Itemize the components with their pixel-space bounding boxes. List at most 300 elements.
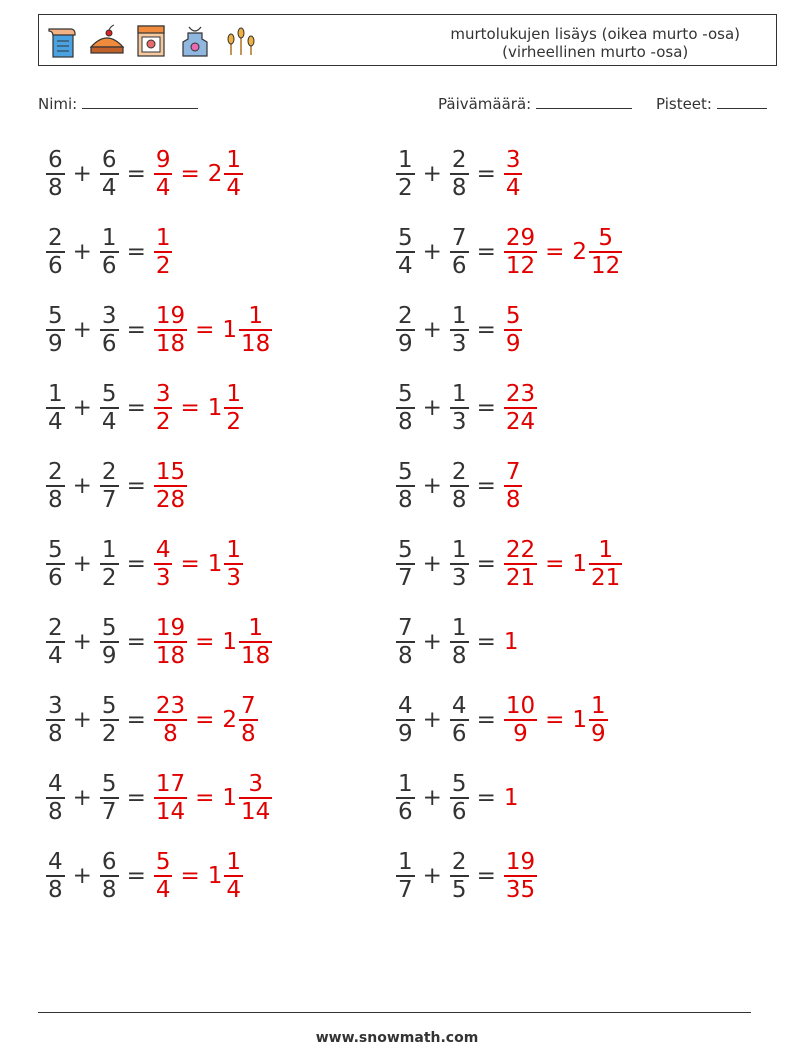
addend-1-numerator: 3 bbox=[48, 693, 63, 719]
mixed-fraction bbox=[224, 537, 243, 591]
addend-2-numerator: 1 bbox=[451, 381, 467, 407]
answer-improper-denominator: 9 bbox=[505, 331, 521, 357]
answer bbox=[152, 459, 189, 513]
answer-improper-numerator: 3 bbox=[155, 381, 171, 407]
problem-item bbox=[394, 763, 518, 833]
addend-1 bbox=[46, 381, 65, 435]
plus-sign: + bbox=[72, 551, 92, 577]
addend-1-numerator: 5 bbox=[48, 537, 63, 563]
addend-2-denominator: 6 bbox=[101, 331, 117, 357]
answer-equals-sign: = bbox=[180, 551, 200, 577]
problem-item bbox=[44, 373, 245, 443]
addend-2 bbox=[450, 537, 469, 591]
addend-1 bbox=[46, 225, 65, 279]
answer-equals-sign: = bbox=[180, 161, 200, 187]
addend-1-numerator: 1 bbox=[398, 147, 413, 173]
plus-sign: + bbox=[422, 707, 442, 733]
addend-2-numerator: 1 bbox=[101, 537, 117, 563]
answer-improper-numerator: 23 bbox=[505, 381, 536, 407]
answer-improper-denominator: 28 bbox=[155, 487, 186, 513]
answer-improper-numerator: 17 bbox=[155, 771, 186, 797]
addend-1 bbox=[46, 459, 65, 513]
addend-2 bbox=[100, 693, 119, 747]
addend-2 bbox=[450, 615, 469, 669]
addend-2 bbox=[100, 771, 119, 825]
mixed-fraction bbox=[224, 381, 243, 435]
answer-improper-denominator: 4 bbox=[505, 175, 521, 201]
mixed-whole: 1 bbox=[207, 395, 223, 421]
addend-1-numerator: 5 bbox=[398, 225, 413, 251]
plus-sign: + bbox=[422, 551, 442, 577]
addend-1-numerator: 4 bbox=[398, 693, 413, 719]
mixed-fraction-numerator: 7 bbox=[241, 693, 256, 719]
addend-1 bbox=[396, 615, 415, 669]
answer-improper-numerator: 5 bbox=[155, 849, 171, 875]
equals-sign: = bbox=[126, 239, 146, 265]
book-icon bbox=[43, 21, 83, 61]
footer-divider bbox=[38, 1012, 751, 1013]
addend-2-denominator: 8 bbox=[451, 487, 467, 513]
addend-1-numerator: 5 bbox=[398, 459, 413, 485]
title-line-1: murtolukujen lisäys (oikea murto -osa) bbox=[450, 25, 740, 43]
answer bbox=[502, 147, 525, 201]
addend-1-numerator: 2 bbox=[48, 615, 63, 641]
addend-1 bbox=[46, 849, 65, 903]
equals-sign: = bbox=[126, 395, 146, 421]
addend-1 bbox=[396, 225, 415, 279]
problem-item bbox=[44, 295, 274, 365]
addend-1-denominator: 6 bbox=[48, 565, 63, 591]
addend-2-denominator: 6 bbox=[101, 253, 117, 279]
answer-equals-sign: = bbox=[195, 317, 215, 343]
addend-2-denominator: 8 bbox=[451, 643, 467, 669]
mixed-whole: 1 bbox=[207, 551, 223, 577]
answer-whole: 1 bbox=[503, 785, 519, 811]
answer-equals-sign: = bbox=[545, 551, 565, 577]
answer-improper bbox=[504, 147, 523, 201]
answer-improper-numerator: 15 bbox=[155, 459, 186, 485]
addend-2 bbox=[100, 225, 119, 279]
problem-item bbox=[44, 607, 274, 677]
addend-1-denominator: 7 bbox=[398, 565, 413, 591]
equals-sign: = bbox=[126, 863, 146, 889]
mixed-fraction-numerator: 3 bbox=[248, 771, 263, 797]
answer-equals-sign: = bbox=[180, 395, 200, 421]
problem-item bbox=[394, 607, 518, 677]
problem-item bbox=[44, 763, 274, 833]
problem-item bbox=[44, 529, 245, 599]
answer-improper bbox=[154, 615, 187, 669]
addend-1-denominator: 8 bbox=[398, 643, 413, 669]
problem-item bbox=[394, 685, 610, 755]
addend-1-numerator: 7 bbox=[398, 615, 413, 641]
name-label: Nimi: bbox=[38, 95, 78, 113]
addend-1-denominator: 6 bbox=[48, 253, 63, 279]
mixed-fraction-denominator: 2 bbox=[226, 409, 242, 435]
answer-equals-sign: = bbox=[545, 707, 565, 733]
addend-1-numerator: 1 bbox=[48, 381, 63, 407]
addend-1-numerator: 1 bbox=[398, 771, 413, 797]
score-field[interactable] bbox=[656, 94, 767, 113]
equals-sign: = bbox=[126, 551, 146, 577]
addend-2 bbox=[450, 693, 469, 747]
answer bbox=[502, 459, 525, 513]
addend-1-numerator: 4 bbox=[48, 849, 63, 875]
mixed-fraction-numerator: 1 bbox=[226, 381, 242, 407]
addend-2-numerator: 5 bbox=[101, 381, 117, 407]
addend-1-denominator: 8 bbox=[48, 877, 63, 903]
mixed-fraction-numerator: 1 bbox=[226, 147, 242, 173]
answer-improper-numerator: 9 bbox=[155, 147, 171, 173]
answer-improper-numerator: 19 bbox=[505, 849, 536, 875]
addend-1-denominator: 8 bbox=[48, 799, 63, 825]
addend-2 bbox=[450, 225, 469, 279]
mixed-fraction-numerator: 1 bbox=[598, 537, 613, 563]
apron-icon bbox=[175, 21, 215, 61]
answer bbox=[502, 785, 519, 811]
mixed-whole: 1 bbox=[572, 707, 588, 733]
answer-improper-denominator: 4 bbox=[155, 175, 171, 201]
answer-improper bbox=[504, 537, 537, 591]
answer-equals-sign: = bbox=[195, 707, 215, 733]
addend-1-numerator: 2 bbox=[398, 303, 413, 329]
addend-1-numerator: 4 bbox=[48, 771, 63, 797]
answer bbox=[502, 693, 610, 747]
addend-2 bbox=[450, 147, 469, 201]
answer-improper-denominator: 3 bbox=[155, 565, 171, 591]
addend-1-numerator: 5 bbox=[398, 381, 413, 407]
answer-improper bbox=[154, 693, 187, 747]
addend-2-numerator: 5 bbox=[101, 771, 117, 797]
equals-sign: = bbox=[126, 629, 146, 655]
answer bbox=[502, 849, 539, 903]
addend-2-denominator: 2 bbox=[101, 565, 117, 591]
addend-2-numerator: 5 bbox=[101, 693, 117, 719]
answer bbox=[502, 303, 525, 357]
equals-sign: = bbox=[476, 629, 496, 655]
mixed-whole: 1 bbox=[572, 551, 588, 577]
problem-item bbox=[44, 841, 245, 911]
addend-2 bbox=[100, 615, 119, 669]
answer-improper-denominator: 35 bbox=[505, 877, 536, 903]
title-line-2: (virheellinen murto -osa) bbox=[502, 43, 689, 61]
answer-improper-denominator: 2 bbox=[155, 409, 171, 435]
addend-2-denominator: 3 bbox=[451, 565, 467, 591]
answer-improper bbox=[154, 849, 173, 903]
pie-icon bbox=[87, 21, 127, 61]
addend-1-denominator: 8 bbox=[398, 487, 413, 513]
equals-sign: = bbox=[476, 161, 496, 187]
plus-sign: + bbox=[72, 785, 92, 811]
answer-improper bbox=[154, 303, 187, 357]
addend-2-numerator: 2 bbox=[451, 849, 467, 875]
mixed-fraction-numerator: 1 bbox=[226, 537, 242, 563]
addend-2-numerator: 4 bbox=[451, 693, 467, 719]
addend-1-numerator: 1 bbox=[398, 849, 413, 875]
mixed-whole: 2 bbox=[572, 239, 588, 265]
answer-improper-numerator: 19 bbox=[155, 615, 186, 641]
answer-equals-sign: = bbox=[195, 629, 215, 655]
answer-improper-numerator: 5 bbox=[505, 303, 521, 329]
plus-sign: + bbox=[422, 239, 442, 265]
addend-1 bbox=[396, 303, 415, 357]
equals-sign: = bbox=[476, 473, 496, 499]
mixed-whole: 2 bbox=[207, 161, 223, 187]
answer-improper bbox=[504, 225, 537, 279]
mixed-fraction-numerator: 1 bbox=[591, 693, 606, 719]
problem-item bbox=[394, 841, 539, 911]
answer-improper-numerator: 22 bbox=[505, 537, 536, 563]
plus-sign: + bbox=[72, 161, 92, 187]
answer-improper-numerator: 4 bbox=[155, 537, 171, 563]
addend-1 bbox=[46, 771, 65, 825]
answer-equals-sign: = bbox=[180, 863, 200, 889]
mixed-whole: 1 bbox=[222, 317, 238, 343]
addend-1-numerator: 6 bbox=[48, 147, 63, 173]
addend-1 bbox=[396, 771, 415, 825]
addend-2-numerator: 1 bbox=[451, 537, 467, 563]
answer bbox=[152, 537, 245, 591]
addend-1-numerator: 5 bbox=[398, 537, 413, 563]
plus-sign: + bbox=[72, 473, 92, 499]
answer-improper-denominator: 4 bbox=[155, 877, 171, 903]
answer-improper bbox=[154, 771, 187, 825]
equals-sign: = bbox=[126, 785, 146, 811]
addend-1-numerator: 2 bbox=[48, 225, 63, 251]
answer-improper-numerator: 23 bbox=[155, 693, 186, 719]
equals-sign: = bbox=[476, 785, 496, 811]
equals-sign: = bbox=[476, 317, 496, 343]
mixed-fraction-numerator: 1 bbox=[248, 615, 263, 641]
plus-sign: + bbox=[72, 395, 92, 421]
answer-improper-numerator: 7 bbox=[505, 459, 521, 485]
equals-sign: = bbox=[476, 239, 496, 265]
mixed-fraction bbox=[239, 771, 272, 825]
answer-improper bbox=[154, 381, 173, 435]
plus-sign: + bbox=[72, 239, 92, 265]
answer-improper-denominator: 24 bbox=[505, 409, 536, 435]
addend-2-numerator: 2 bbox=[451, 147, 467, 173]
addend-2 bbox=[100, 849, 119, 903]
plus-sign: + bbox=[72, 707, 92, 733]
addend-1 bbox=[46, 615, 65, 669]
mixed-fraction-denominator: 8 bbox=[241, 721, 256, 747]
addend-2-numerator: 2 bbox=[101, 459, 117, 485]
answer-improper-numerator: 3 bbox=[505, 147, 521, 173]
answer-improper bbox=[154, 147, 173, 201]
mixed-whole: 1 bbox=[222, 629, 238, 655]
addend-2 bbox=[450, 303, 469, 357]
addend-2-denominator: 6 bbox=[451, 721, 467, 747]
answer-improper bbox=[154, 459, 187, 513]
answer bbox=[152, 381, 245, 435]
equals-sign: = bbox=[476, 395, 496, 421]
addend-2-numerator: 5 bbox=[101, 615, 117, 641]
answer-improper-denominator: 14 bbox=[155, 799, 186, 825]
score-label: Pisteet: bbox=[656, 95, 712, 113]
answer-improper-numerator: 10 bbox=[505, 693, 536, 719]
mixed-fraction-denominator: 18 bbox=[241, 331, 271, 357]
addend-2-denominator: 7 bbox=[101, 487, 117, 513]
problem-item bbox=[44, 217, 174, 287]
mixed-whole: 2 bbox=[222, 707, 238, 733]
plus-sign: + bbox=[422, 317, 442, 343]
answer bbox=[152, 849, 245, 903]
addend-2-denominator: 7 bbox=[101, 799, 117, 825]
addend-2-numerator: 1 bbox=[451, 615, 467, 641]
addend-2-denominator: 5 bbox=[451, 877, 467, 903]
addend-2 bbox=[100, 381, 119, 435]
answer-improper-denominator: 18 bbox=[155, 643, 186, 669]
answer-improper-denominator: 9 bbox=[513, 721, 528, 747]
answer bbox=[152, 693, 260, 747]
addend-2-numerator: 5 bbox=[451, 771, 467, 797]
mixed-fraction-numerator: 5 bbox=[598, 225, 613, 251]
addend-1 bbox=[396, 693, 415, 747]
mixed-fraction-denominator: 18 bbox=[241, 643, 271, 669]
problem-item bbox=[394, 451, 524, 521]
equals-sign: = bbox=[126, 161, 146, 187]
answer-whole: 1 bbox=[503, 629, 519, 655]
addend-1 bbox=[46, 693, 65, 747]
addend-2 bbox=[450, 459, 469, 513]
mixed-fraction-denominator: 4 bbox=[226, 175, 242, 201]
addend-1 bbox=[46, 147, 65, 201]
plus-sign: + bbox=[422, 785, 442, 811]
addend-1-denominator: 8 bbox=[48, 721, 63, 747]
addend-1-denominator: 4 bbox=[398, 253, 413, 279]
answer-improper-numerator: 1 bbox=[155, 225, 171, 251]
answer bbox=[152, 303, 274, 357]
mixed-fraction-numerator: 1 bbox=[226, 849, 242, 875]
plus-sign: + bbox=[72, 317, 92, 343]
addend-2-numerator: 6 bbox=[101, 147, 117, 173]
answer-improper bbox=[154, 225, 173, 279]
addend-2-numerator: 7 bbox=[451, 225, 467, 251]
addend-1-denominator: 6 bbox=[398, 799, 413, 825]
addend-2 bbox=[450, 771, 469, 825]
date-blank[interactable] bbox=[536, 94, 632, 109]
answer-improper bbox=[504, 459, 523, 513]
addend-1-denominator: 8 bbox=[48, 175, 63, 201]
answer bbox=[152, 615, 274, 669]
answer-improper-denominator: 2 bbox=[155, 253, 171, 279]
date-label: Päivämäärä: bbox=[438, 95, 532, 113]
addend-2-denominator: 2 bbox=[101, 721, 117, 747]
answer bbox=[152, 147, 245, 201]
addend-2 bbox=[100, 303, 119, 357]
header-icons bbox=[43, 19, 259, 63]
wheat-icon bbox=[219, 21, 259, 61]
mixed-fraction-denominator: 21 bbox=[591, 565, 621, 591]
addend-2-denominator: 8 bbox=[101, 877, 117, 903]
worksheet-title bbox=[450, 25, 740, 61]
answer bbox=[152, 225, 175, 279]
addend-1-denominator: 9 bbox=[398, 721, 413, 747]
mixed-fraction bbox=[589, 693, 608, 747]
addend-2-denominator: 4 bbox=[101, 409, 117, 435]
equals-sign: = bbox=[476, 707, 496, 733]
oven-icon bbox=[131, 21, 171, 61]
problem-item bbox=[394, 217, 624, 287]
date-field[interactable] bbox=[438, 94, 632, 113]
answer-improper bbox=[154, 537, 173, 591]
addend-1-denominator: 2 bbox=[398, 175, 413, 201]
mixed-whole: 1 bbox=[207, 863, 223, 889]
plus-sign: + bbox=[422, 863, 442, 889]
problem-item bbox=[394, 295, 524, 365]
addend-2 bbox=[450, 849, 469, 903]
addend-2-denominator: 3 bbox=[451, 409, 467, 435]
addend-1 bbox=[396, 849, 415, 903]
equals-sign: = bbox=[126, 473, 146, 499]
mixed-fraction-denominator: 12 bbox=[591, 253, 621, 279]
plus-sign: + bbox=[72, 863, 92, 889]
addend-2 bbox=[100, 537, 119, 591]
answer-improper-numerator: 19 bbox=[155, 303, 186, 329]
addend-1 bbox=[46, 537, 65, 591]
mixed-fraction bbox=[224, 849, 243, 903]
addend-1-denominator: 9 bbox=[398, 331, 413, 357]
problem-item bbox=[394, 373, 539, 443]
answer-improper-denominator: 18 bbox=[155, 331, 186, 357]
plus-sign: + bbox=[422, 473, 442, 499]
answer bbox=[502, 225, 624, 279]
addend-2-numerator: 2 bbox=[451, 459, 467, 485]
addend-2-denominator: 6 bbox=[451, 799, 467, 825]
mixed-whole: 1 bbox=[222, 785, 238, 811]
addend-2 bbox=[100, 459, 119, 513]
answer bbox=[502, 629, 519, 655]
answer-improper-denominator: 8 bbox=[505, 487, 521, 513]
addend-1-denominator: 8 bbox=[48, 487, 63, 513]
equals-sign: = bbox=[476, 863, 496, 889]
mixed-fraction-denominator: 14 bbox=[241, 799, 271, 825]
name-blank[interactable] bbox=[82, 94, 198, 109]
answer-improper-denominator: 8 bbox=[163, 721, 178, 747]
mixed-fraction-denominator: 4 bbox=[226, 877, 242, 903]
plus-sign: + bbox=[422, 629, 442, 655]
answer-equals-sign: = bbox=[545, 239, 565, 265]
addend-1 bbox=[396, 381, 415, 435]
addend-1-denominator: 8 bbox=[398, 409, 413, 435]
answer-improper bbox=[504, 381, 537, 435]
answer-improper bbox=[504, 849, 537, 903]
addend-1-numerator: 5 bbox=[48, 303, 63, 329]
addend-1 bbox=[396, 147, 415, 201]
footer-url: www.snowmath.com bbox=[315, 1030, 479, 1046]
answer bbox=[152, 771, 274, 825]
mixed-fraction bbox=[239, 693, 258, 747]
addend-1 bbox=[396, 459, 415, 513]
problem-item bbox=[44, 451, 189, 521]
problem-item bbox=[394, 139, 524, 209]
addend-2-denominator: 8 bbox=[451, 175, 467, 201]
score-blank[interactable] bbox=[717, 94, 767, 109]
problem-item bbox=[394, 529, 624, 599]
mixed-fraction bbox=[239, 303, 272, 357]
mixed-fraction bbox=[224, 147, 243, 201]
addend-2-numerator: 1 bbox=[451, 303, 467, 329]
addend-1 bbox=[396, 537, 415, 591]
name-field[interactable] bbox=[38, 94, 198, 113]
answer-improper bbox=[504, 303, 523, 357]
addend-1 bbox=[46, 303, 65, 357]
addend-2-numerator: 6 bbox=[101, 849, 117, 875]
addend-2-numerator: 1 bbox=[101, 225, 117, 251]
equals-sign: = bbox=[126, 317, 146, 343]
answer-improper-denominator: 12 bbox=[505, 253, 536, 279]
